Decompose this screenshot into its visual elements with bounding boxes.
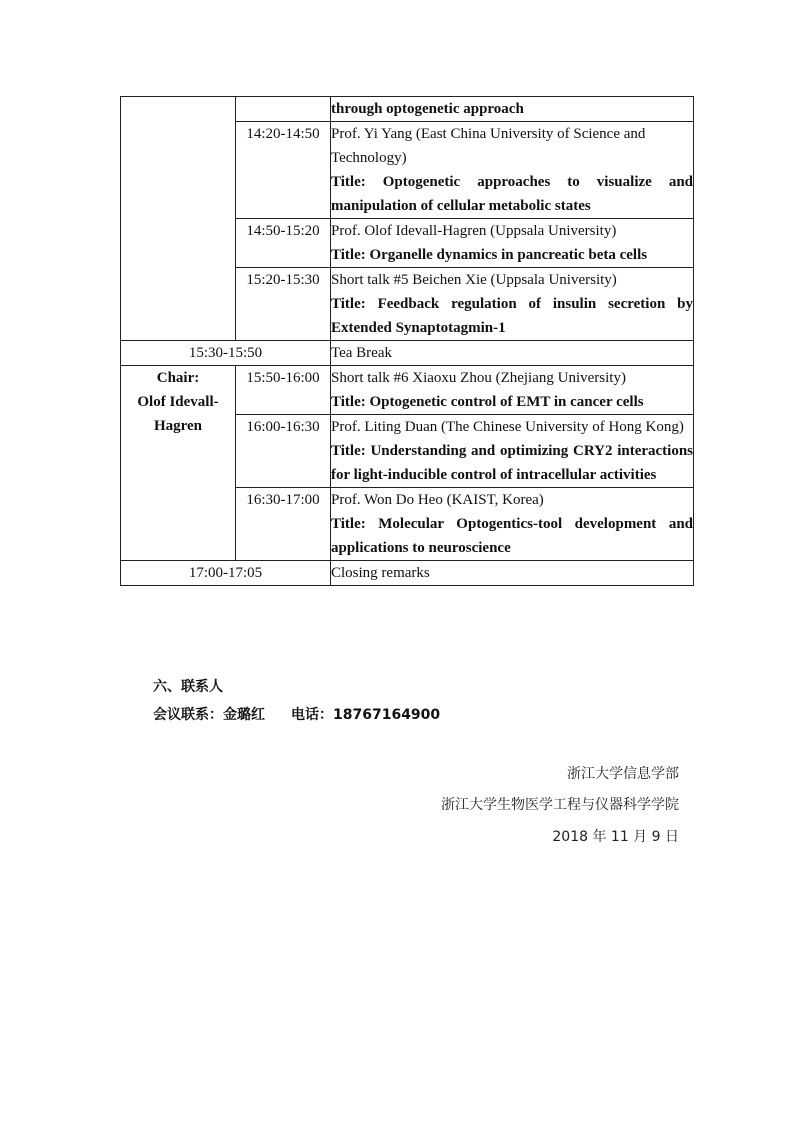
- title-label: Title:: [331, 247, 366, 263]
- table-row: [121, 366, 694, 415]
- title-label: Title:: [331, 394, 366, 410]
- talk-title: [331, 243, 693, 267]
- closing-label: Closing remarks: [331, 565, 430, 581]
- schedule-table: [120, 96, 694, 586]
- title-label: Title:: [331, 443, 366, 459]
- time-cell: 15:20-15:30: [236, 268, 331, 341]
- meeting-contact: 会议联系：金璐红: [153, 707, 265, 723]
- title-label: Title:: [331, 174, 366, 190]
- table-row: [121, 561, 694, 586]
- speaker: Short talk #5 Beichen Xie (Uppsala University): [331, 272, 617, 288]
- session-cell: [331, 488, 694, 561]
- talk-title: [331, 512, 693, 560]
- talk-title: [331, 439, 693, 487]
- contact-line: [153, 704, 440, 724]
- title-label: Title:: [331, 516, 366, 532]
- signature-org-2: 浙江大学生物医学工程与仪器科学学院: [441, 797, 679, 813]
- session-cell: [331, 122, 694, 219]
- time-cell: [236, 97, 331, 122]
- table-row: [121, 341, 694, 366]
- session-cell: [331, 219, 694, 268]
- talk-title: through optogenetic approach: [331, 101, 524, 117]
- session-cell: [331, 366, 694, 415]
- session-cell: [331, 97, 694, 122]
- time-cell: 17:00-17:05: [121, 561, 331, 586]
- break-label: Tea Break: [331, 345, 392, 361]
- talk-title: [331, 292, 693, 340]
- session-cell: [331, 561, 694, 586]
- talk-title: [331, 390, 693, 414]
- title-text: Organelle dynamics in pancreatic beta cells: [369, 247, 648, 263]
- chair-label: Chair:: [156, 370, 200, 386]
- title-text: Understanding and optimizing CRY2 interactions for light-inducible control of intracellular activities: [331, 443, 694, 483]
- contact-heading: 六、联系人: [153, 679, 223, 695]
- time-cell: 15:30-15:50: [121, 341, 331, 366]
- time-cell: 16:30-17:00: [236, 488, 331, 561]
- title-text: Optogenetic control of EMT in cancer cells: [369, 394, 644, 410]
- title-label: Title:: [331, 296, 366, 312]
- session-cell: [331, 341, 694, 366]
- table-row: [121, 97, 694, 122]
- time-cell: 14:20-14:50: [236, 122, 331, 219]
- speaker: Prof. Liting Duan (The Chinese University of Hong Kong): [331, 419, 684, 435]
- session-cell: [331, 268, 694, 341]
- time-cell: 15:50-16:00: [236, 366, 331, 415]
- speaker: Short talk #6 Xiaoxu Zhou (Zhejiang University): [331, 370, 626, 386]
- speaker: Prof. Yi Yang (East China University of Science and Technology): [331, 126, 646, 166]
- time-cell: 16:00-16:30: [236, 415, 331, 488]
- speaker: Prof. Olof Idevall-Hagren (Uppsala University): [331, 223, 617, 239]
- title-text: Feedback regulation of insulin secretion by Extended Synaptotagmin-1: [331, 296, 693, 336]
- chair-name: Olof Idevall-Hagren: [137, 394, 219, 434]
- chair-cell-empty: [121, 97, 236, 341]
- time-cell: 14:50-15:20: [236, 219, 331, 268]
- title-text: Molecular Optogentics-tool development and applications to neuroscience: [331, 516, 694, 556]
- speaker: Prof. Won Do Heo (KAIST, Korea): [331, 492, 544, 508]
- session-cell: [331, 415, 694, 488]
- signature-org-1: 浙江大学信息学部: [567, 766, 679, 782]
- title-text: Optogenetic approaches to visualize and manipulation of cellular metabolic states: [331, 174, 693, 214]
- signature-date: 2018 年 11 月 9 日: [552, 829, 679, 845]
- chair-cell: [121, 366, 236, 561]
- talk-title: [331, 170, 693, 218]
- phone-number: 电话：18767164900: [291, 707, 441, 723]
